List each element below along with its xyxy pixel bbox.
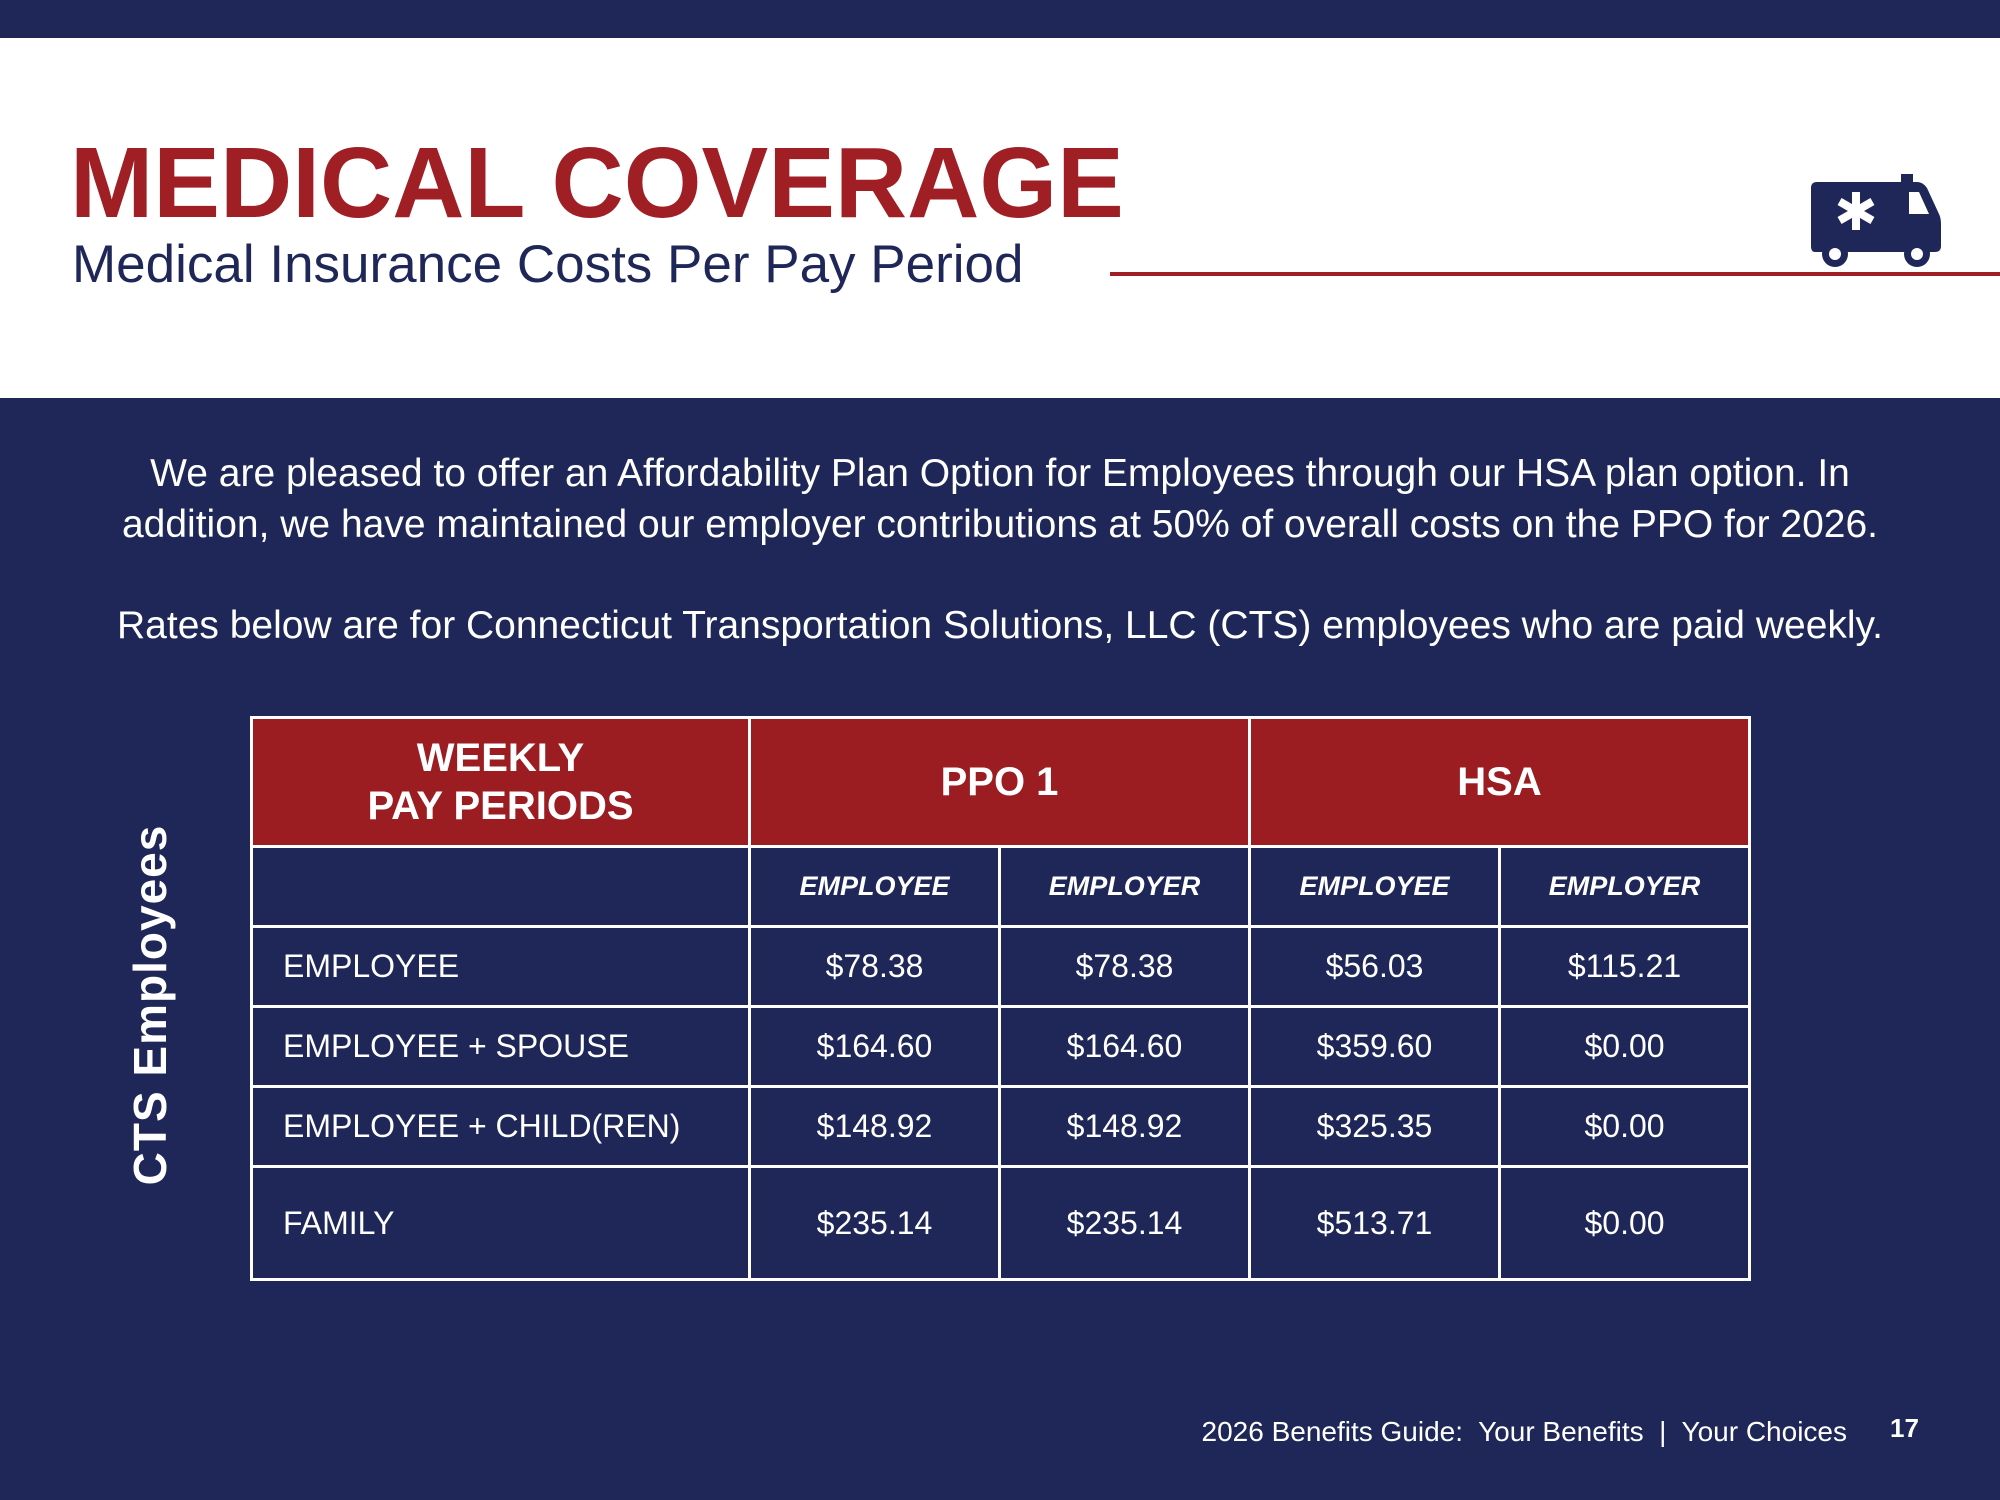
rate-cell: $115.21 <box>1500 927 1750 1007</box>
plan-header-row <box>252 718 1750 847</box>
plan-header-ppo: PPO 1 <box>750 718 1250 847</box>
sub-header: EMPLOYEE <box>750 847 1000 927</box>
sub-header: EMPLOYER <box>1500 847 1750 927</box>
plan-header-hsa: HSA <box>1250 718 1750 847</box>
header-rule <box>1110 272 2000 276</box>
ambulance-icon <box>1805 168 1945 268</box>
corner-header-line-2: PAY PERIODS <box>367 784 634 828</box>
rate-cell: $148.92 <box>1000 1087 1250 1167</box>
header <box>0 38 2000 398</box>
tier-label: EMPLOYEE <box>252 927 750 1007</box>
rate-cell: $78.38 <box>1000 927 1250 1007</box>
rate-cell: $513.71 <box>1250 1167 1500 1280</box>
tier-label: EMPLOYEE + SPOUSE <box>252 1007 750 1087</box>
rate-cell: $0.00 <box>1500 1007 1750 1087</box>
table-row <box>252 1167 1750 1280</box>
tier-label: EMPLOYEE + CHILD(REN) <box>252 1087 750 1167</box>
contributor-header-row <box>252 847 1750 927</box>
sub-header: EMPLOYER <box>1000 847 1250 927</box>
rate-cell: $78.38 <box>750 927 1000 1007</box>
intro-line-1: We are pleased to offer an Affordability Plan Option for Employees through our HSA plan option. In <box>150 452 1850 495</box>
rate-cell: $235.14 <box>1000 1167 1250 1280</box>
intro-text <box>40 448 1960 550</box>
tier-label: FAMILY <box>252 1167 750 1280</box>
table-row <box>252 1087 1750 1167</box>
table-row <box>252 927 1750 1007</box>
rates-table <box>250 716 1751 1281</box>
sub-header: EMPLOYEE <box>1250 847 1500 927</box>
table-row <box>252 1007 1750 1087</box>
blank-cell <box>252 847 750 927</box>
side-label: CTS Employees <box>124 824 176 1186</box>
rates-note: Rates below are for Connecticut Transportation Solutions, LLC (CTS) employees who are paid weekly. <box>117 604 1883 647</box>
footer-guide-title: 2026 Benefits Guide: Your Benefits | Your Choices <box>1201 1416 1847 1447</box>
page-title: MEDICAL COVERAGE <box>70 127 1124 239</box>
intro-line-2: addition, we have maintained our employer contributions at 50% of overall costs on the PPO for 2026. <box>121 503 1878 546</box>
rate-cell: $164.60 <box>750 1007 1000 1087</box>
top-strip <box>0 0 2000 38</box>
rate-cell: $0.00 <box>1500 1087 1750 1167</box>
corner-header <box>252 718 750 847</box>
rate-cell: $0.00 <box>1500 1167 1750 1280</box>
rate-cell: $235.14 <box>750 1167 1000 1280</box>
rate-cell: $164.60 <box>1000 1007 1250 1087</box>
page-number: 17 <box>1890 1413 1919 1443</box>
rate-cell: $148.92 <box>750 1087 1000 1167</box>
rate-cell: $325.35 <box>1250 1087 1500 1167</box>
corner-header-line-1: WEEKLY <box>416 736 585 780</box>
page-subtitle: Medical Insurance Costs Per Pay Period <box>72 235 1024 294</box>
rate-cell: $56.03 <box>1250 927 1500 1007</box>
rate-cell: $359.60 <box>1250 1007 1500 1087</box>
